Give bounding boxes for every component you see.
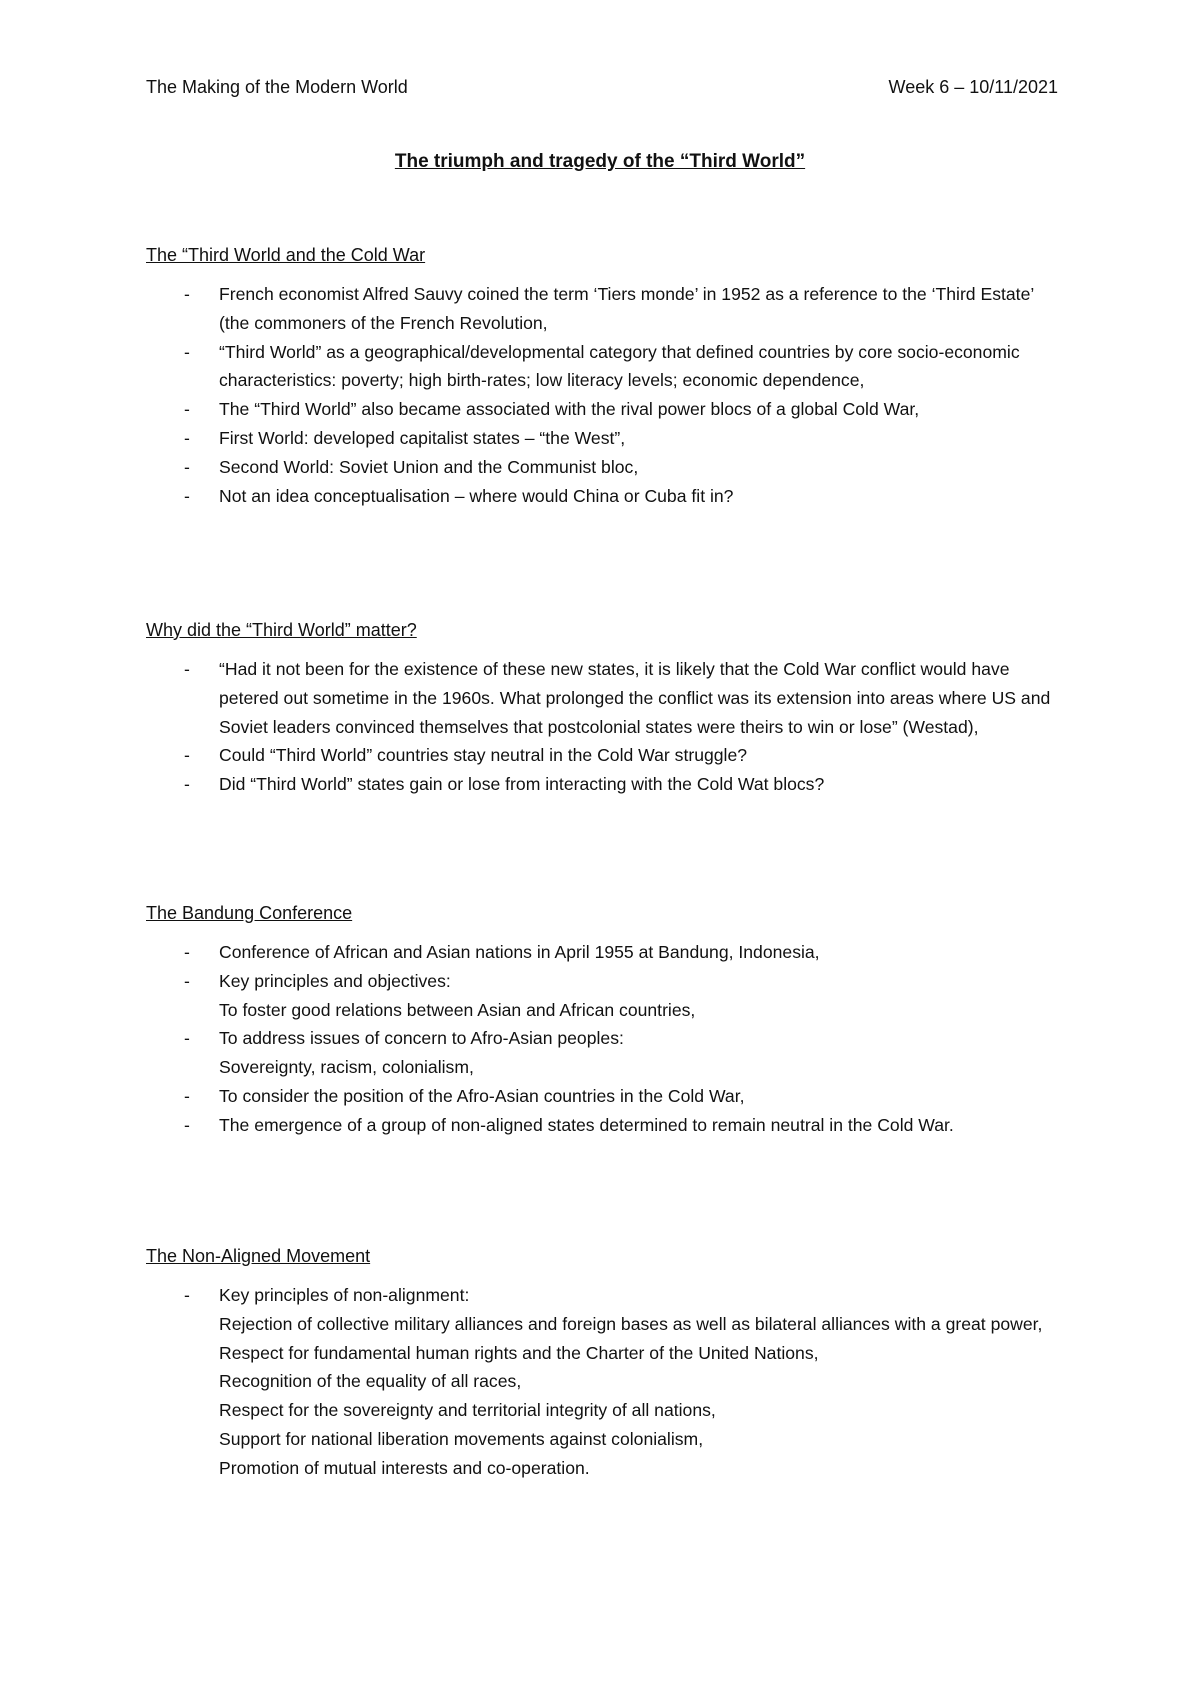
section-why-third-world-matter <box>146 619 1066 799</box>
list-item <box>146 482 1066 511</box>
dash-marker: - <box>184 970 190 991</box>
list-item-subline: Respect for fundamental human rights and the Charter of the United Nations, <box>219 1342 819 1363</box>
list-item <box>146 280 1066 338</box>
list-item-text: Second World: Soviet Union and the Communist bloc, <box>219 456 639 477</box>
list-item <box>146 770 1066 799</box>
dash-marker: - <box>184 659 190 679</box>
list-item-subline: To foster good relations between Asian and African countries, <box>219 999 696 1020</box>
list-item <box>146 453 1066 482</box>
section-heading: The “Third World and the Cold War <box>146 245 426 265</box>
section-heading: The Bandung Conference <box>146 903 353 923</box>
list-item <box>146 938 1066 967</box>
list-item <box>146 1082 1066 1111</box>
dash-marker: - <box>184 1285 190 1305</box>
list-item-subline: Recognition of the equality of all races, <box>219 1371 522 1392</box>
list-item-subline: Respect for the sovereignty and territorial integrity of all nations, <box>219 1400 716 1421</box>
list-item-text: Key principles and objectives: <box>219 970 451 991</box>
list-item <box>146 655 1066 741</box>
dash-marker: - <box>184 427 190 448</box>
list-item-text: Could “Third World” countries stay neutral in the Cold War struggle? <box>219 745 748 766</box>
list-item-text: “Third World” as a geographical/developmental category that defined countries by core socio-economic characteristics: poverty; high birth-rates; low literacy levels; economic dependence, <box>219 341 1020 391</box>
dash-marker: - <box>184 399 190 420</box>
dash-marker: - <box>184 1028 190 1049</box>
section-heading: Why did the “Third World” matter? <box>146 620 417 640</box>
dash-marker: - <box>184 485 190 506</box>
bullet-list <box>146 1281 1066 1483</box>
list-item-text: To address issues of concern to Afro-Asian peoples: <box>219 1028 624 1049</box>
list-item-text: First World: developed capitalist states – “the West”, <box>219 427 626 448</box>
header-course-title: The Making of the Modern World <box>146 77 408 97</box>
document-title: The triumph and tragedy of the “Third World” <box>394 151 806 172</box>
list-item-subline: Promotion of mutual interests and co-operation. <box>219 1457 590 1478</box>
list-item-subline: Support for national liberation movements against colonialism, <box>219 1428 704 1449</box>
list-item-subline: Rejection of collective military alliances and foreign bases as well as bilateral alliances with a great power, <box>219 1313 1043 1334</box>
header-week-date: Week 6 – 10/11/2021 <box>888 77 1058 97</box>
list-item-text: Not an idea conceptualisation – where would China or Cuba fit in? <box>219 485 734 506</box>
dash-marker: - <box>184 1114 190 1135</box>
dash-marker: - <box>184 774 190 795</box>
bullet-list <box>146 938 1066 1140</box>
list-item <box>146 1024 1066 1082</box>
list-item-text: The “Third World” also became associated with the rival power blocs of a global Cold War, <box>219 399 920 420</box>
list-item-text: French economist Alfred Sauvy coined the term ‘Tiers monde’ in 1952 as a reference to the ‘Third Estate’ (the commoners of the French Revolution, <box>219 284 1034 333</box>
dash-marker: - <box>184 456 190 477</box>
dash-marker: - <box>184 284 190 304</box>
section-third-world-cold-war <box>146 244 1066 510</box>
list-item <box>146 424 1066 453</box>
list-item-text: Key principles of non-alignment: <box>219 1285 470 1305</box>
dash-marker: - <box>184 1085 190 1106</box>
list-item <box>146 741 1066 770</box>
list-item-text: “Had it not been for the existence of these new states, it is likely that the Cold War conflict would have petered out sometime in the 1960s. What prolonged the conflict was its extension into areas where US and Soviet leaders convinced themselves that postcolonial states were theirs to win or lose” (Westad), <box>219 659 1051 737</box>
list-item-subline: Sovereignty, racism, colonialism, <box>219 1057 474 1078</box>
dash-marker: - <box>184 942 190 962</box>
list-item <box>146 1281 1066 1483</box>
section-non-aligned-movement <box>146 1245 1066 1483</box>
list-item <box>146 338 1066 396</box>
section-bandung-conference <box>146 902 1066 1140</box>
list-item-text: To consider the position of the Afro-Asian countries in the Cold War, <box>219 1085 745 1106</box>
dash-marker: - <box>184 341 190 362</box>
list-item <box>146 1111 1066 1140</box>
list-item-text: The emergence of a group of non-aligned states determined to remain neutral in the Cold War. <box>219 1114 954 1135</box>
list-item <box>146 395 1066 424</box>
section-heading: The Non-Aligned Movement <box>146 1246 371 1266</box>
bullet-list <box>146 280 1066 510</box>
list-item-text: Conference of African and Asian nations in April 1955 at Bandung, Indonesia, <box>219 942 820 962</box>
dash-marker: - <box>184 745 190 766</box>
list-item <box>146 967 1066 1025</box>
bullet-list <box>146 655 1066 799</box>
list-item-text: Did “Third World” states gain or lose from interacting with the Cold Wat blocs? <box>219 774 825 795</box>
